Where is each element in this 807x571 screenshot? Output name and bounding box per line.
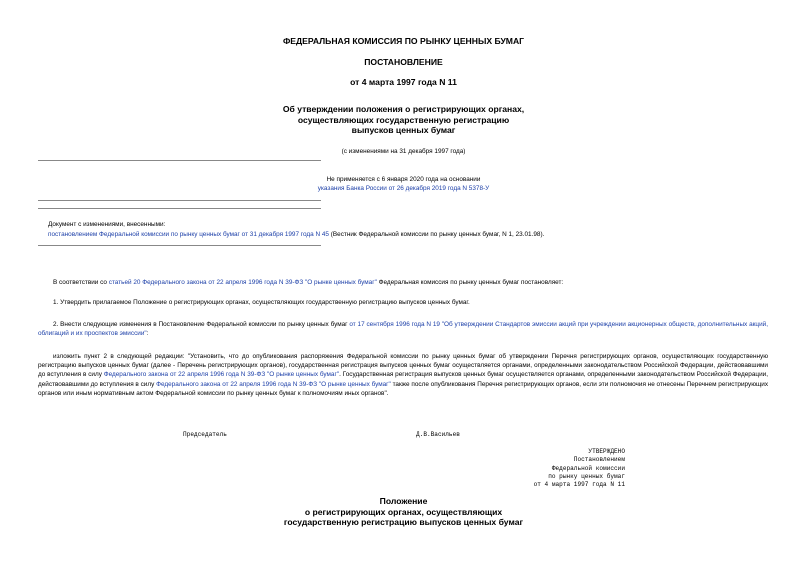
- document-title: [0, 104, 807, 136]
- clause-text: 2. Внести следующие изменения в Постановление Федеральной комиссии по рынку ценных бумаг: [53, 321, 350, 328]
- clause-2-text: [38, 352, 768, 398]
- clause-2: [38, 320, 768, 338]
- signatory-name: Д.В.Васильев: [416, 431, 460, 438]
- document-type: ПОСТАНОВЛЕНИЕ: [364, 57, 443, 67]
- approval-line: от 4 марта 1997 года N 11: [533, 481, 625, 489]
- approval-line: по рынку ценных бумаг: [548, 472, 625, 480]
- clause-text: . Государственная регистрация выпусков ценных бумаг осуществляется органами, определенными законодательством Российской Федерации, действовавшими до вступления в силу: [38, 371, 768, 388]
- status-note: Не применяется с 6 января 2020 года на основании: [326, 176, 481, 183]
- clause-text: :: [146, 330, 149, 338]
- issuing-authority: ФЕДЕРАЛЬНАЯ КОМИССИЯ ПО РЫНКУ ЦЕННЫХ БУМАГ: [282, 36, 525, 46]
- amendment-link[interactable]: постановлением Федеральной комиссии по рынку ценных бумаг от 31 декабря 1997 года N 45: [48, 231, 329, 238]
- basis-link[interactable]: указания Банка России от 26 декабря 2019 года N 5378-У: [317, 185, 490, 192]
- approval-line: УТВЕРЖДЕНО: [588, 448, 625, 455]
- signatory-role: Председатель: [183, 431, 227, 438]
- federal-law-link[interactable]: Федерального закона от 22 апреля 1996 года N 39-ФЗ "О рынке ценных бумаг": [103, 371, 340, 379]
- clause-text: также после опубликования Перечня регистрирующих органов, если эти полномочия не отнесены Перечнем регистрирующих органов или иным нормативным актом Федеральной комиссии по рынку ценных бумаг к полномочиям иных органов".: [38, 380, 769, 397]
- changes-note: (с изменениями на 31 декабря 1997 года): [341, 148, 466, 155]
- regulation-title-line: о регистрирующих органах, осуществляющих: [304, 506, 503, 517]
- clause-text: изложить пункт 2 в следующей редакции: "Установить, что до опубликования распоряжения Федеральной комиссии по рынку ценных бумаг об утверждении Перечня регистрирующих органов, осуществляющих государственную регистрацию выпусков ценных бумаг (далее - Перечень регистрирующих органов), государственная регистрация выпусков ценных бумаг осуществляется органами, определенными законодательством Российской Федерации, действовавшими до вступления в силу: [38, 353, 768, 379]
- approval-block: [534, 448, 625, 489]
- divider: [38, 208, 321, 209]
- preamble-text: В соответствии со: [53, 279, 109, 286]
- law-article-link[interactable]: статьей 20 Федерального закона от 22 апреля 1996 года N 39-ФЗ "О рынке ценных бумаг": [108, 279, 377, 286]
- title-line: Об утверждении положения о регистрирующих органах,: [282, 104, 525, 114]
- preamble: [53, 278, 773, 287]
- preamble-text: Федеральная комиссия по рынку ценных бумаг постановляет:: [376, 279, 564, 286]
- regulation-title-line: государственную регистрацию выпусков ценных бумаг: [283, 517, 524, 527]
- amendments-label: Документ с изменениями, внесенными:: [48, 221, 166, 228]
- divider: [38, 200, 321, 201]
- divider: [38, 245, 321, 246]
- resolution-link[interactable]: от 17 сентября 1996 года N 19 "Об утверждении Стандартов эмиссии акций при учреждении акционерных обществ, дополнительных акций, облигаций и их проспектов эмиссии": [38, 321, 768, 338]
- clause-1: 1. Утвердить прилагаемое Положение о регистрирующих органах, осуществляющих государственную регистрацию выпусков ценных бумаг.: [53, 299, 470, 306]
- amendments-reference: [48, 230, 768, 239]
- divider: [38, 160, 321, 161]
- regulation-title-line: Положение: [379, 496, 428, 506]
- regulation-title: [0, 496, 807, 528]
- approval-line: Федеральной комиссии: [551, 464, 625, 472]
- approval-line: Постановлением: [573, 456, 625, 464]
- status-basis: [0, 185, 807, 192]
- document-date: от 4 марта 1997 года N 11: [350, 77, 457, 87]
- amendment-source: (Вестник Федеральной комиссии по рынку ценных бумаг, N 1, 23.01.98).: [328, 231, 545, 238]
- title-line: выпусков ценных бумаг: [351, 125, 456, 135]
- title-line: осуществляющих государственную регистрацию: [297, 114, 510, 125]
- federal-law-link[interactable]: Федерального закона от 22 апреля 1996 года N 39-ФЗ "О рынке ценных бумаг": [156, 380, 391, 388]
